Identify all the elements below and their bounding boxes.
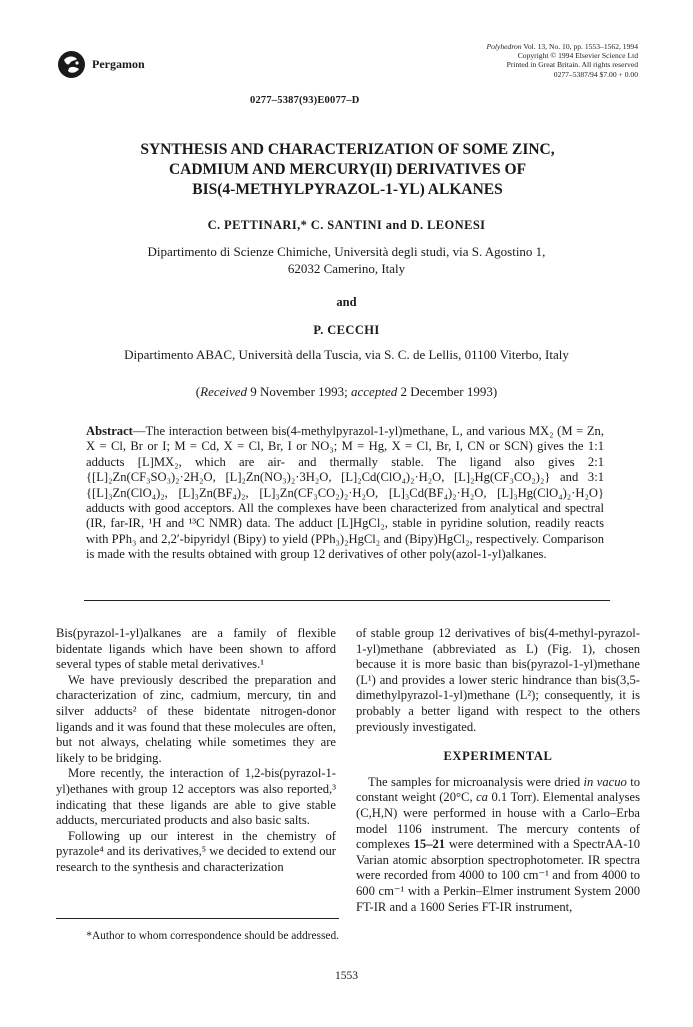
abstract-text: —The interaction between bis(4-methylpyrazol-1-yl)methane, L, and various MX₂ (M = Zn, X = Cl, Br or I; M = Cd, X = Cl, Br, I or NO₃; M = Hg, X = Cl, Br, I, CN or SCN) gives the 1:1 adducts [L]MX₂, which are air- and thermally stable. The ligand also gives 2:1 {[L]₂Zn(CF₃SO₃)₂·2H₂O, [L]₂Zn(NO₃)₂·3H₂O, [L]₂Cd(ClO₄)₂·H₂O, [L]₂Hg(CF₃CO₂)₂} and 3:1 {[L]₃Zn(ClO₄)₂, [L]₃Zn(BF₄)₂, [L]₃Zn(CF₃CO₂)₂·H₂O, [L]₃Cd(BF₄)₂·H₂O, [L]₃Hg(ClO₄)₂·H₂O} adducts with good acceptors. All the complexes have been characterized from analytical and spectral (IR, far-IR, ¹H and ¹³C NMR) data. The adduct [L]HgCl₂, stable in pyridine solution, readily reacts with PPh₃ and 2,2′-bipyridyl (Bipy) to yield (PPh₃)₂HgCl₂ and (Bipy)HgCl₂, respectively. Comparison is made with the results obtained with group 12 derivatives of other poly(azol-1-yl)alkanes. [86, 424, 604, 562]
received-open-paren: ( [195, 384, 201, 399]
paper-title [70, 140, 625, 200]
received-dates [40, 383, 653, 400]
right-paragraph-1: of stable group 12 derivatives of bis(4-methyl-pyrazol-1-yl)methane (abbreviated as L) (Fig. 1), chosen because it is more basic than bis(pyrazol-1-yl)methane (L¹) and provides a lower steric hindrance than bis(3,5-dimethylpyrazol-1-yl)methane (L²); consequently, it is probably a better ligand with respect to the others previously investigated. [356, 626, 640, 734]
title-line-2: CADMIUM AND MERCURY(II) DERIVATIVES OF [168, 161, 527, 178]
pergamon-globe-logo-icon [57, 50, 86, 79]
footnote: *Author to whom correspondence should be addressed. [86, 930, 339, 942]
p2-ca: ca [476, 790, 488, 805]
p2-complex-range: 15–21 [413, 837, 446, 852]
price-line: 0277–5387/94 $7.00 + 0.00 [553, 69, 638, 79]
affiliation-1-line-1: Dipartimento di Scienze Chimiche, Università degli studi, via S. Agostino 1, [147, 244, 546, 259]
affiliation-2: Dipartimento ABAC, Università della Tuscia, via S. C. de Lellis, 01100 Viterbo, Italy [124, 347, 569, 362]
title-line-3: BIS(4-METHYLPYRAZOL-1-YL) ALKANES [192, 181, 503, 198]
left-paragraph-3: More recently, the interaction of 1,2-bis(pyrazol-1-yl)ethanes with group 12 acceptors was also reported,³ indicating that these ligands are able to give stable adducts, mercuriated products and also basic salts. [56, 766, 336, 828]
section-heading-experimental: EXPERIMENTAL [443, 749, 553, 764]
abstract-lead: Abstract [86, 424, 133, 438]
authors-group-2: P. CECCHI [313, 323, 380, 337]
left-paragraph-2: We have previously described the preparation and characterization of zinc, cadmium, mercury, tin and silver adducts² of these bidentate nitrogen-donor ligands and it was found that these molecules are often, but not always, chelating while sometimes they are likely to be bridging. [56, 672, 336, 765]
accepted-date: 2 December 1993) [400, 384, 498, 399]
journal-info [486, 42, 638, 79]
page-number: 1553 [335, 970, 358, 982]
abstract-divider [84, 600, 610, 601]
copyright-line: Copyright © 1994 Elsevier Science Ltd [517, 51, 638, 61]
abstract [86, 424, 604, 563]
right-column [356, 626, 640, 915]
left-column [56, 626, 336, 876]
authors-group-1: C. PETTINARI,* C. SANTINI and D. LEONESI [207, 218, 486, 232]
p2-mid: to constant weight (20°C, [356, 774, 640, 805]
and-separator: and [336, 295, 357, 309]
p2-rest: 0.1 Torr). Elemental analyses (C,H,N) were performed in house with a Carlo–Erba model 1106 instrument. The mercury contents of complexes [356, 790, 641, 852]
left-paragraph-1: Bis(pyrazol-1-yl)alkanes are a family of flexible bidentate ligands which have been shown to afford several types of stable metal derivatives.¹ [56, 626, 336, 672]
journal-volume: Vol. 13, No. 10, pp. 1553–1562, 1994 [523, 42, 638, 51]
received-date: 9 November 1993; [250, 384, 348, 399]
received-label: Received [200, 384, 248, 399]
journal-volume-line [486, 42, 638, 51]
p2-in-vacuo: in vacuo [583, 774, 627, 789]
journal-name: Polyhedron [486, 42, 522, 51]
affiliation-1 [40, 243, 653, 277]
p2-end: were determined with a SpectrAA-10 Varian atomic absorption spectrophotometer. IR spectra were recorded from 4000 to 100 cm⁻¹ and from 4000 to 600 cm⁻¹ with a Perkin–Elmer instrument System 2000 FT-IR and a 1600 Series FT-IR instrument, [356, 837, 640, 914]
affiliation-1-line-2: 62032 Camerino, Italy [287, 261, 406, 276]
title-line-1: SYNTHESIS AND CHARACTERIZATION OF SOME ZINC, [140, 141, 555, 158]
accepted-label: accepted [351, 384, 398, 399]
document-code: 0277–5387(93)E0077–D [250, 95, 360, 106]
footnote-divider [56, 918, 339, 919]
rights-line: Printed in Great Britain. All rights reserved [506, 60, 638, 70]
right-paragraph-2 [356, 775, 640, 915]
publisher-name: Pergamon [92, 57, 145, 71]
left-paragraph-4: Following up our interest in the chemistry of pyrazole⁴ and its derivatives,⁵ we decided to extend our research to the synthesis and characterization [56, 828, 336, 874]
p2-start: The samples for microanalysis were dried [368, 774, 581, 789]
